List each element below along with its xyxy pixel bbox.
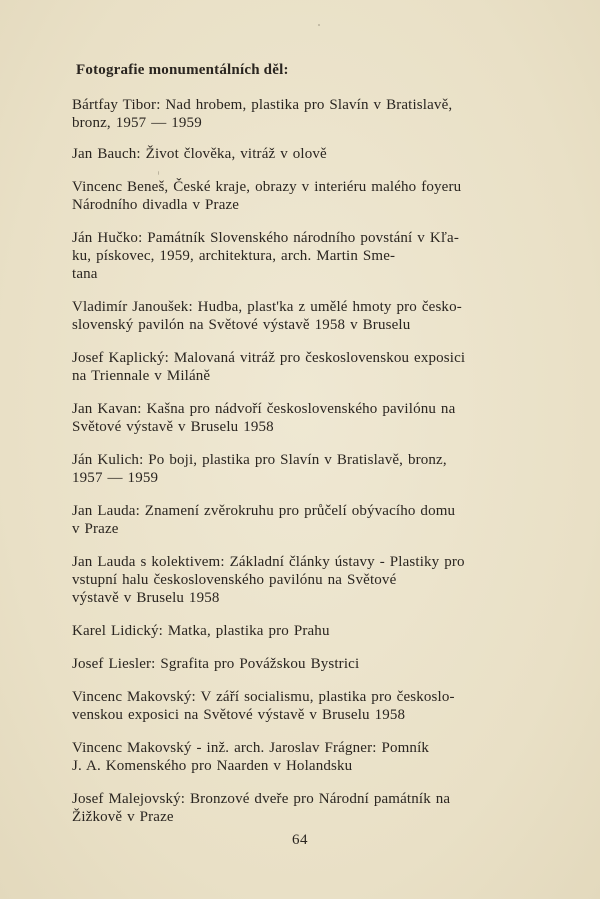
list-item: Josef Malejovský: Bronzové dveře pro Národní památník na Žižkově v Praze	[72, 791, 451, 825]
list-item: Ján Kulich: Po boji, plastika pro Slavín v Bratislavě, bronz, 1957 — 1959	[72, 452, 447, 486]
section-heading: Fotografie monumentálních děl:	[76, 62, 289, 78]
list-item: Ján Hučko: Památník Slovenského národního povstání v Kľa- ku, pískovec, 1959, architektura, arch. Martin Sme- tana	[72, 230, 460, 282]
list-item: Jan Lauda s kolektivem: Základní články ústavy - Plastiky pro vstupní halu československého pavilónu na Světové výstavě v Bruselu 1958	[72, 554, 465, 606]
list-item: Bártfay Tibor: Nad hrobem, plastika pro Slavín v Bratislavě, bronz, 1957 — 1959	[72, 97, 453, 131]
list-item: Vincenc Beneš, České kraje, obrazy v interiéru malého foyeru Národního divadla v Praze	[72, 179, 462, 213]
list-item: Josef Liesler: Sgrafita pro Povážskou Bystrici	[72, 656, 360, 672]
paper-speck	[318, 24, 320, 26]
list-item: Jan Bauch: Život člověka, vitráž v olově	[72, 146, 327, 162]
list-item: Vincenc Makovský: V září socialismu, plastika pro českoslo- venskou exposici na Světové výstavě v Bruselu 1958	[72, 689, 455, 723]
entry-list	[72, 96, 520, 826]
list-item: Vincenc Makovský - inž. arch. Jaroslav Frágner: Pomník J. A. Komenského pro Naarden v Holandsku	[72, 740, 430, 774]
list-item: Karel Lidický: Matka, plastika pro Prahu	[72, 623, 330, 639]
list-item: Josef Kaplický: Malovaná vitráž pro československou exposici na Triennale v Miláně	[72, 350, 466, 384]
page-number: 64	[292, 832, 308, 848]
list-item: Jan Kavan: Kašna pro nádvoří československého pavilónu na Světové výstavě v Bruselu 1958	[72, 401, 456, 435]
list-item: Jan Lauda: Znamení zvěrokruhu pro průčelí obývacího domu v Praze	[72, 503, 456, 537]
list-item: Vladimír Janoušek: Hudba, plast'ka z umělé hmoty pro česko- slovenský pavilón na Světové výstavě 1958 v Bruselu	[72, 299, 462, 333]
